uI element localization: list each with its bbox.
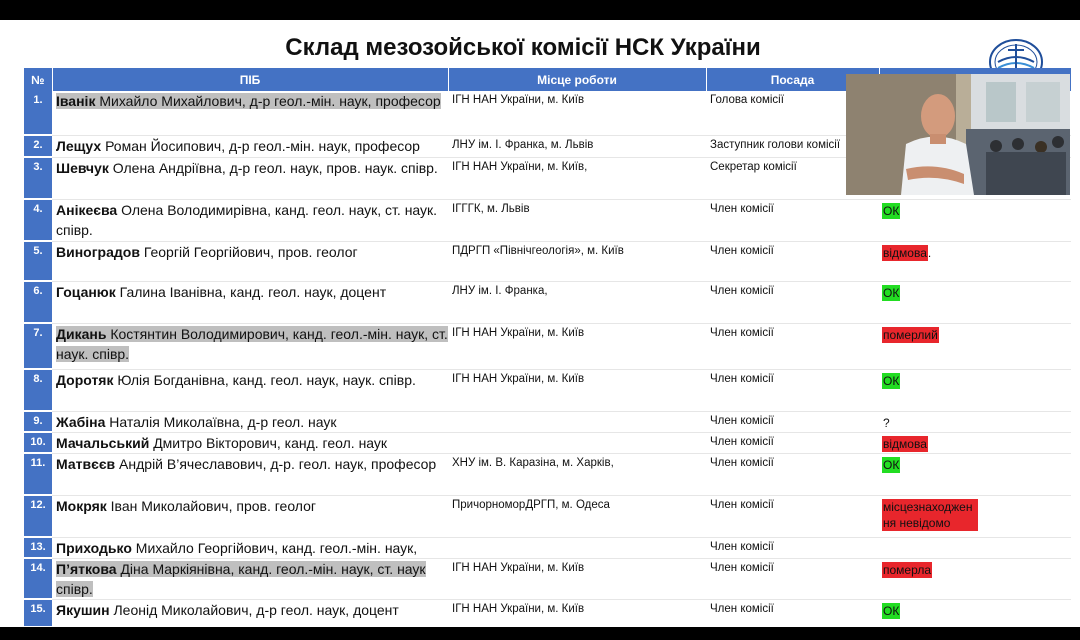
status-badge: місцезнаходження невідомо (882, 499, 978, 531)
status-cell (879, 432, 1071, 453)
row-number: 12. (24, 495, 52, 537)
workplace-cell: ПДРГП «Північгеологія», м. Київ (448, 241, 706, 281)
row-number: 13. (24, 537, 52, 558)
name-highlight (56, 435, 387, 451)
status-badge: ОК (883, 373, 900, 388)
member-surname: Мачальський (56, 434, 150, 451)
row-number: 1. (24, 91, 52, 135)
member-surname: Іванік (56, 93, 96, 109)
table-row (24, 432, 1071, 453)
position-cell: Член комісії (706, 537, 879, 558)
row-number: 10. (24, 432, 52, 453)
name-highlight (56, 160, 438, 176)
name-highlight (56, 244, 358, 260)
member-details: Роман Йосипович, д-р геол.-мін. наук, професор (105, 137, 420, 154)
member-name-cell (52, 599, 448, 627)
member-name-cell (52, 453, 448, 495)
workplace-cell: ІГН НАН України, м. Київ (448, 323, 706, 369)
member-surname: Шевчук (56, 159, 109, 176)
status-cell (879, 558, 1071, 599)
workplace-cell: ХНУ ім. В. Каразіна, м. Харків, (448, 453, 706, 495)
member-name-cell (52, 199, 448, 241)
position-cell: Член комісії (706, 369, 879, 411)
position-cell: Член комісії (706, 558, 879, 599)
name-highlight (56, 372, 416, 388)
table-row (24, 281, 1071, 323)
status-suffix: . (927, 245, 932, 260)
member-surname: Матвєєв (56, 455, 116, 472)
top-letterbox (0, 0, 1080, 20)
member-name-cell (52, 241, 448, 281)
member-details: Діна Маркіянівна, канд. геол.-мін. наук, ст. наук співр. (56, 560, 426, 597)
workplace-cell: ЛНУ ім. І. Франка, м. Львів (448, 135, 706, 157)
status-badge: померла (883, 562, 932, 577)
table-row (24, 411, 1071, 432)
position-cell: Член комісії (706, 495, 879, 537)
position-cell: Член комісії (706, 432, 879, 453)
member-details: Костянтин Володимирович, канд. геол.-мін. наук, ст. наук. співр. (56, 325, 448, 362)
position-cell: Член комісії (706, 241, 879, 281)
table-row (24, 453, 1071, 495)
name-highlight (56, 540, 417, 556)
table-row (24, 537, 1071, 558)
name-highlight (56, 456, 436, 472)
member-surname: Мокряк (56, 497, 107, 514)
table-row (24, 323, 1071, 369)
status-cell (879, 281, 1071, 323)
status-badge: ? (883, 415, 890, 430)
member-name-cell (52, 323, 448, 369)
member-details: Олена Володимирівна, канд. геол. наук, ст. наук. співр. (56, 201, 438, 238)
position-cell: Член комісії (706, 281, 879, 323)
workplace-cell: ІГН НАН України, м. Київ (448, 558, 706, 599)
member-surname: П’яткова (56, 560, 117, 577)
workplace-cell: ІГН НАН України, м. Київ, (448, 157, 706, 199)
member-name-cell (52, 281, 448, 323)
status-badge: відмова (883, 436, 927, 451)
workplace-cell (448, 411, 706, 432)
row-number: 7. (24, 323, 52, 369)
member-details: Михайло Михайлович, д-р геол.-мін. наук, професор (99, 93, 441, 109)
name-highlight (56, 202, 437, 238)
header-workplace: Місце роботи (448, 68, 706, 91)
name-highlight (56, 561, 426, 597)
member-surname: Лещух (56, 137, 102, 154)
status-cell (879, 599, 1071, 627)
member-details: Георгій Георгійович, пров. геолог (143, 243, 358, 260)
member-surname: Дикань (56, 325, 107, 342)
member-surname: Доротяк (56, 371, 114, 388)
row-number: 15. (24, 599, 52, 627)
webcam-person-image (846, 74, 1070, 195)
member-name-cell (52, 135, 448, 157)
member-name-cell (52, 537, 448, 558)
row-number: 11. (24, 453, 52, 495)
row-number: 2. (24, 135, 52, 157)
table-row (24, 558, 1071, 599)
status-cell (879, 199, 1071, 241)
position-cell: Член комісії (706, 323, 879, 369)
row-number: 4. (24, 199, 52, 241)
name-highlight (56, 284, 386, 300)
table-row (24, 599, 1071, 627)
member-details: Юлія Богданівна, канд. геол. наук, наук. співр. (117, 371, 416, 388)
status-cell (879, 323, 1071, 369)
row-number: 8. (24, 369, 52, 411)
member-name-cell (52, 411, 448, 432)
member-name-cell (52, 432, 448, 453)
name-highlight (56, 138, 420, 154)
workplace-cell: ІГН НАН України, м. Київ (448, 91, 706, 135)
member-details: Наталія Миколаївна, д-р геол. наук (109, 413, 337, 430)
name-highlight (56, 498, 316, 514)
member-name-cell (52, 91, 448, 135)
workplace-cell (448, 432, 706, 453)
bottom-letterbox (0, 627, 1080, 640)
position-cell: Заступник голови комісії (706, 135, 879, 157)
status-cell (879, 411, 1071, 432)
status-cell (879, 495, 1071, 537)
table-row (24, 369, 1071, 411)
position-cell: Член комісії (706, 411, 879, 432)
status-cell (879, 369, 1071, 411)
status-badge: померлий (883, 327, 938, 342)
table-row (24, 241, 1071, 281)
table-row (24, 199, 1071, 241)
member-details: Михайло Георгійович, канд. геол.-мін. наук, (135, 539, 418, 556)
status-badge: ОК (883, 203, 900, 218)
member-surname: Якушин (56, 601, 110, 618)
row-number: 14. (24, 558, 52, 599)
member-name-cell (52, 495, 448, 537)
presentation-slide (0, 20, 1080, 627)
member-details: Галина Іванівна, канд. геол. наук, доцент (119, 283, 387, 300)
status-cell (879, 537, 1071, 558)
workplace-cell: ІГГГК, м. Львів (448, 199, 706, 241)
workplace-cell: ПричорноморДРГП, м. Одеса (448, 495, 706, 537)
status-badge: ОК (883, 603, 900, 618)
status-badge: ОК (883, 285, 900, 300)
member-surname: Приходько (56, 539, 132, 556)
row-number: 9. (24, 411, 52, 432)
position-cell: Секретар комісії (706, 157, 879, 199)
row-number: 3. (24, 157, 52, 199)
name-highlight (56, 414, 337, 430)
member-details: Леонід Миколайович, д-р геол. наук, доцент (113, 601, 399, 618)
header-number: № (24, 68, 52, 91)
status-badge: ОК (883, 457, 900, 472)
header-name: ПІБ (52, 68, 448, 91)
member-details: Дмитро Вікторович, канд. геол. наук (153, 434, 388, 451)
row-number: 6. (24, 281, 52, 323)
row-number: 5. (24, 241, 52, 281)
status-cell (879, 241, 1071, 281)
member-surname: Жабіна (56, 413, 106, 430)
workplace-cell: ЛНУ ім. І. Франка, (448, 281, 706, 323)
member-details: Андрій В’ячеславович, д-р. геол. наук, професор (119, 455, 437, 472)
member-details: Олена Андріївна, д-р геол. наук, пров. наук. співр. (112, 159, 438, 176)
member-name-cell (52, 558, 448, 599)
slide-title: Склад мезозойської комісії НСК України (285, 34, 761, 61)
name-highlight (56, 602, 399, 618)
position-cell: Член комісії (706, 199, 879, 241)
name-highlight (56, 326, 448, 362)
workplace-cell: ІГН НАН України, м. Київ (448, 599, 706, 627)
position-cell: Член комісії (706, 453, 879, 495)
webcam-video-overlay[interactable] (846, 74, 1070, 195)
workplace-cell: ІГН НАН України, м. Київ (448, 369, 706, 411)
workplace-cell (448, 537, 706, 558)
member-surname: Анікеєва (56, 201, 118, 218)
member-details: Іван Миколайович, пров. геолог (110, 497, 317, 514)
member-surname: Виноградов (56, 243, 140, 260)
position-cell: Голова комісії (706, 91, 879, 135)
position-cell: Член комісії (706, 599, 879, 627)
status-badge: відмова (883, 245, 927, 260)
header-position: Посада (706, 68, 879, 91)
status-cell (879, 453, 1071, 495)
member-surname: Гоцанюк (56, 283, 116, 300)
member-name-cell (52, 157, 448, 199)
table-row (24, 495, 1071, 537)
name-highlight (56, 93, 441, 109)
member-name-cell (52, 369, 448, 411)
